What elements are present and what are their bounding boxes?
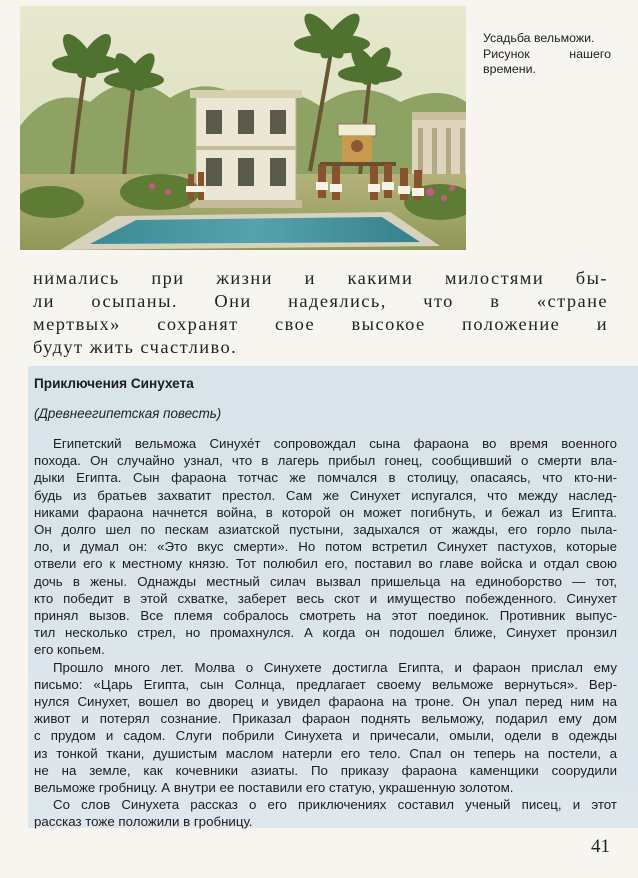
- story-line: нулся Синухет, вошел во дворец и увидел фараона на троне. Он упал перед ним на: [34, 694, 617, 710]
- estate-illustration: [20, 6, 466, 250]
- illustration-caption: [483, 31, 611, 78]
- page-number: 41: [591, 836, 610, 857]
- story-line: не на земле, как кочевники азиаты. По приказу фараона каменщики соорудили: [34, 762, 617, 778]
- intro-line: ли осыпаны. Они надеялись, что в «стране: [33, 291, 608, 311]
- story-line: принял вызов. Все племя собралось смотреть на этот поединок. Противник выпус-: [34, 608, 617, 624]
- intro-paragraph: [33, 267, 608, 359]
- story-box: [28, 366, 638, 828]
- story-line: похода. Он случайно узнал, что в лагерь прибыл гонец, сообщивший о смерти вла-: [34, 453, 617, 469]
- story-subtitle: (Древнеегипетская повесть): [34, 406, 222, 421]
- caption-line: Рисунок нашего: [483, 46, 611, 61]
- story-line: тил несколько стрел, но промахнулся. А когда он подошел ближе, Синухет пронзил: [34, 625, 617, 641]
- story-line: будь из братьев захватит престол. Сам же Синухет испугался, что между наслед-: [34, 487, 617, 503]
- story-line: с прудом и садом. Слуги побрили Синухета и причесали, омыли, одели в одежды: [34, 728, 617, 744]
- story-line: живот и потерял сознание. Приказал фараон поднять вельможу, подарил ему дом: [34, 711, 617, 727]
- story-line: Он долго шел по пескам азиатской пустыни, задыхался от жажды, его горло пыла-: [34, 522, 617, 538]
- story-line: Со слов Синухета рассказ о его приключениях составил ученый писец, и этот: [53, 797, 617, 813]
- story-line: кто победит в этой схватке, заберет весь скот и имущество побежденного. Синухет: [34, 590, 617, 606]
- story-line: ло, и думал он: «Это вкус смерти». Но потом встретил Синухет пастухов, которые: [34, 539, 617, 555]
- story-line: из тонкой ткани, душистым маслом натерли его тело. Спал он теперь на постели, а: [34, 745, 617, 761]
- story-line: рассказ тоже положили в гробницу.: [34, 814, 253, 830]
- story-title: Приключения Синухета: [34, 376, 194, 391]
- intro-line: мертвых» сохранят свое высокое положение и: [33, 314, 608, 334]
- story-line: его копьем.: [34, 642, 105, 658]
- story-line: дочь в жены. Однажды местный силач вызвал пришельца на единоборство — тот,: [34, 573, 617, 589]
- caption-line: времени.: [483, 62, 536, 76]
- story-line: Прошло много лет. Молва о Синухете достигла Египта, и фараон прислал ему: [53, 659, 617, 675]
- intro-line: нимались при жизни и какими милостями бы-: [33, 268, 608, 288]
- story-line: письмо: «Царь Египта, сын Солнца, предлагает своему вельможе вернуться». Вер-: [34, 676, 617, 692]
- intro-line: будут жить счастливо.: [33, 337, 238, 357]
- story-line: вельможе гробницу. А внутри ее поставили его статую, украшенную золотом.: [34, 780, 514, 796]
- story-line: дыки Египта. Сын фараона тотчас же помчался в столицу, опасаясь, что кто-ни-: [34, 470, 617, 486]
- caption-line: Усадьба вельможи.: [483, 31, 595, 45]
- story-line: никами фараона начнется война, в которой он может погибнуть, и бежал из Египта.: [34, 504, 617, 520]
- story-line: Египетский вельможа Синухе́т сопровождал сына фараона во время военного: [53, 436, 617, 451]
- story-line: отвели его к местному князю. Тот полюбил его, поставил во главе войска и отдал свою: [34, 556, 617, 572]
- story-text: [34, 435, 617, 831]
